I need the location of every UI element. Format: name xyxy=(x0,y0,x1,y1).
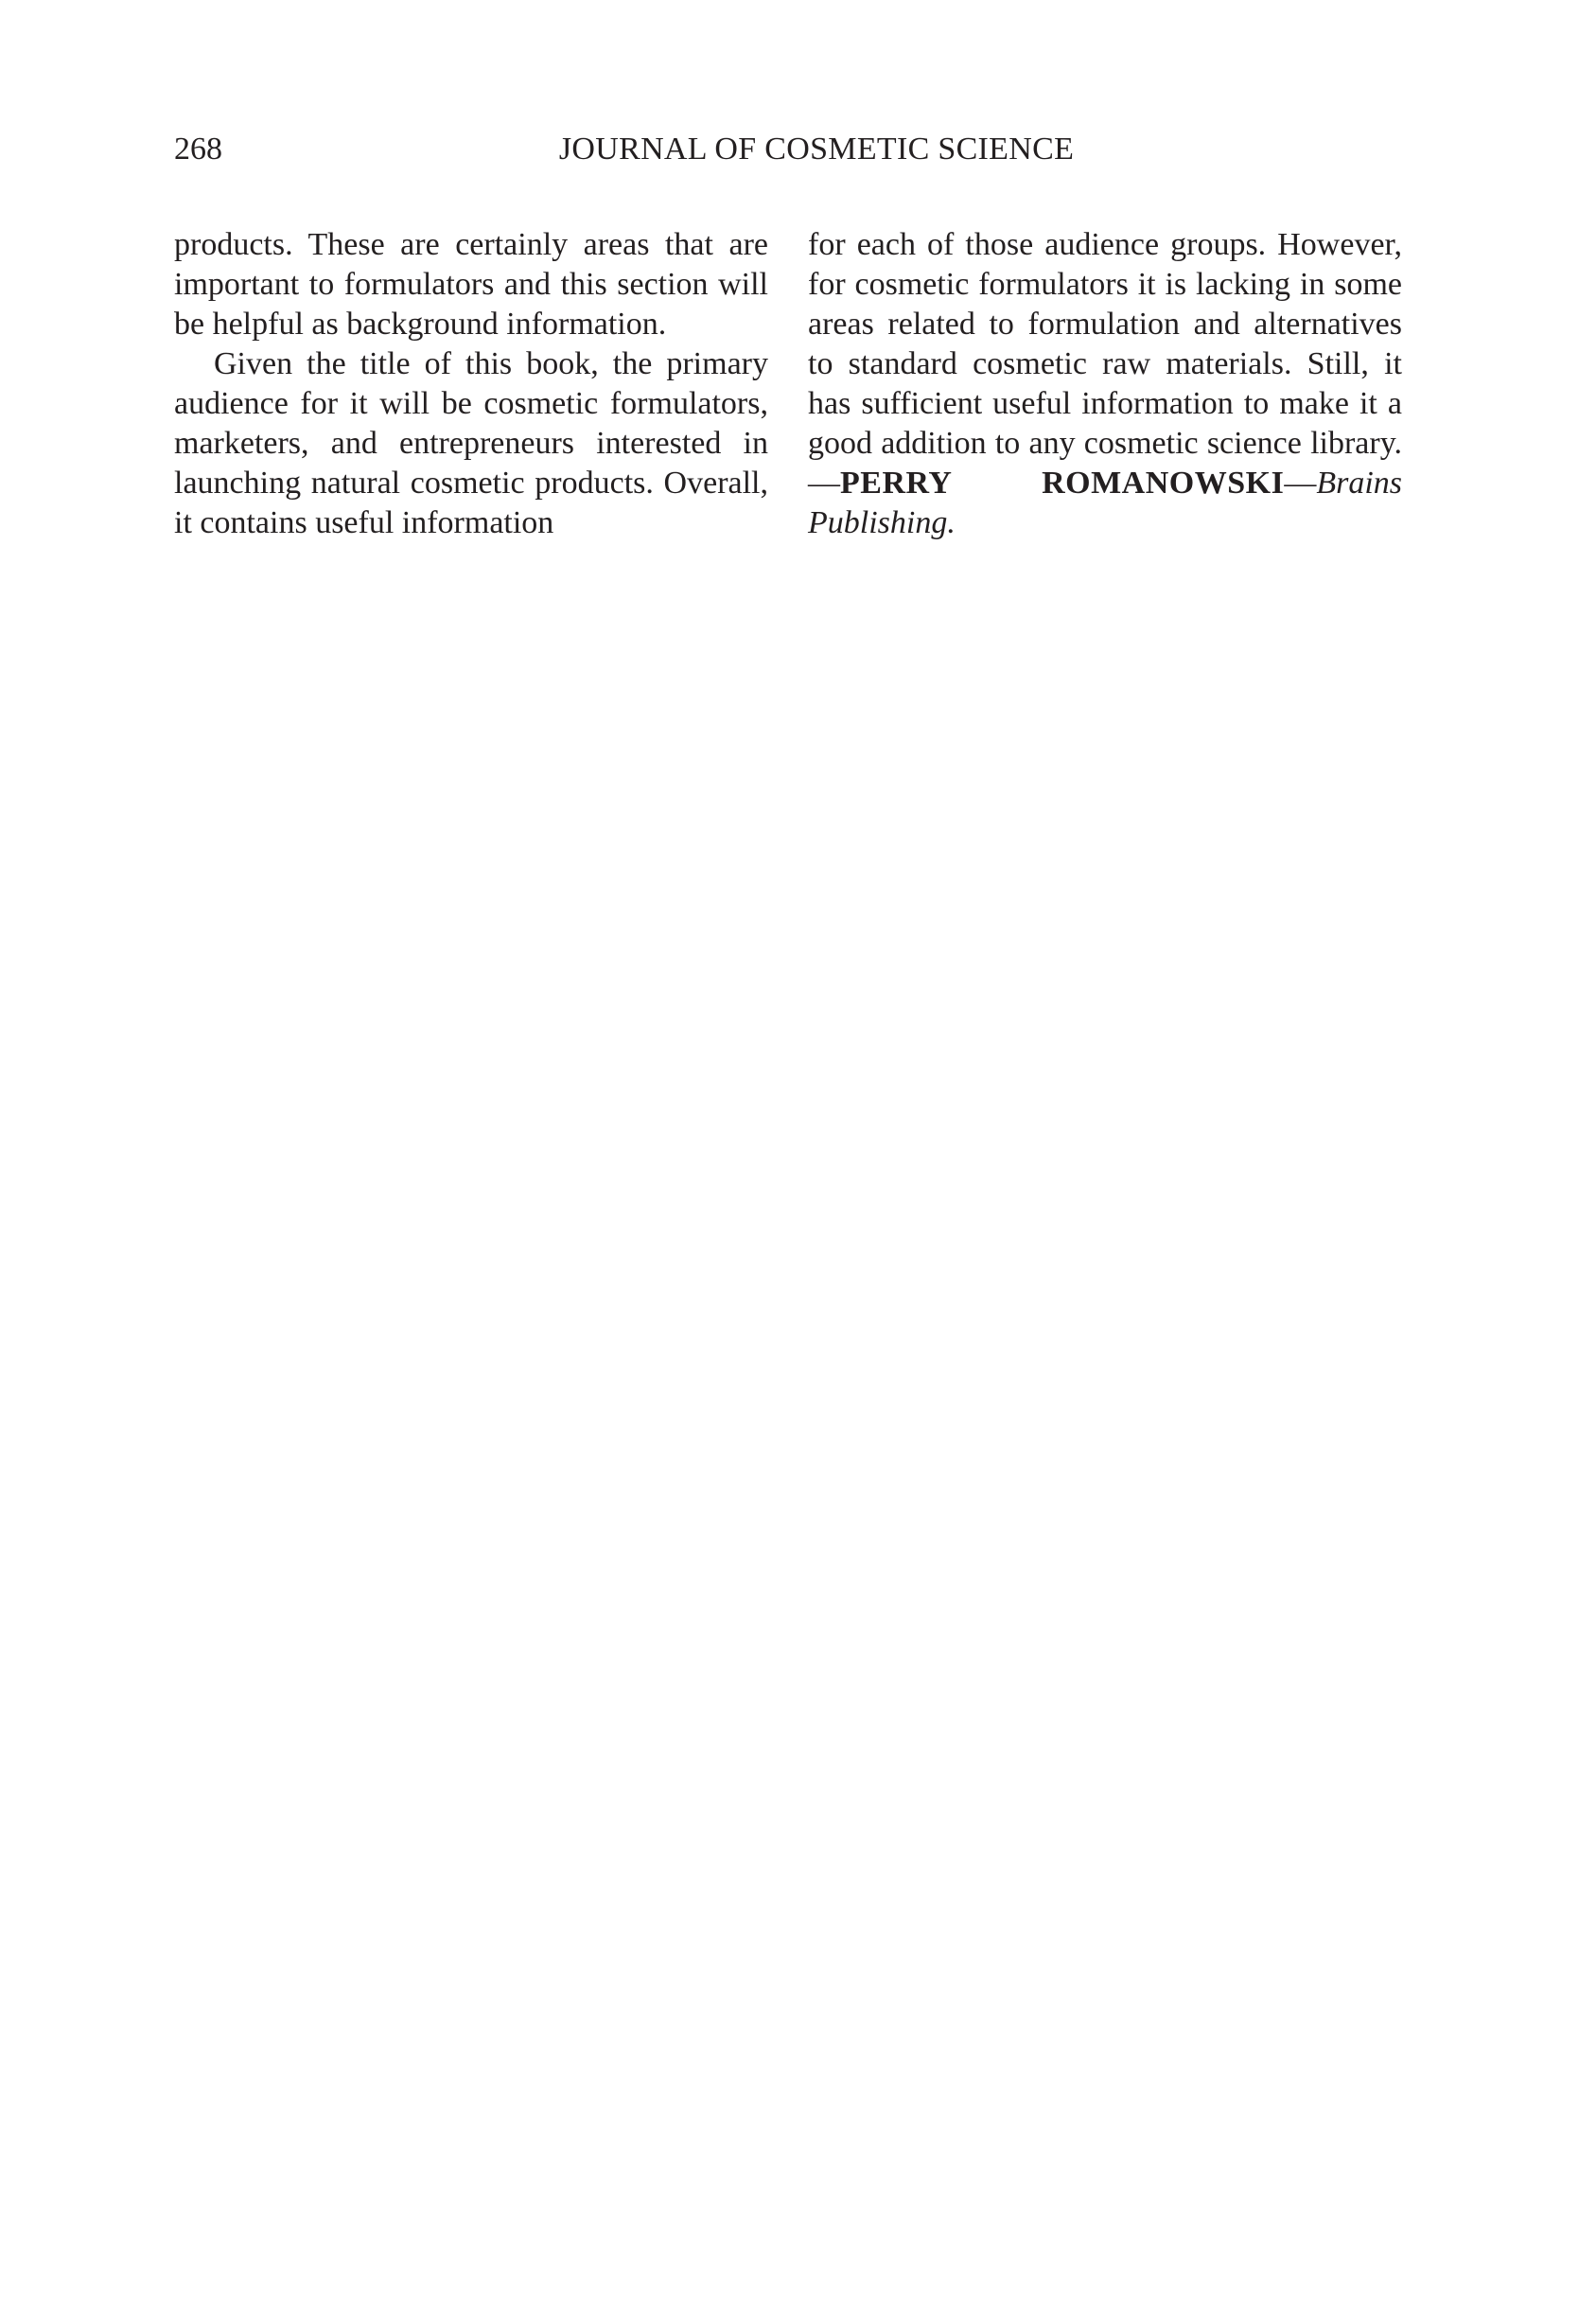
running-head xyxy=(174,121,1402,178)
reviewer-affiliation: Brains Publishing. xyxy=(808,466,1402,540)
right-column xyxy=(808,225,1402,543)
conclusion-text: for each of those audience groups. However, for cosmetic formulators it is lacking in some areas related to formulation and alternatives to standard cosmetic raw materials. Still, it has sufficient useful information to make it a good addition to any cosmetic science library. xyxy=(808,227,1402,461)
reviewer-name: PERRY ROMANOWSKI xyxy=(840,466,1285,501)
paragraph-audience: Given the title of this book, the primary audience for it will be cosmetic formulators, marketers, and entrepreneurs interested in launching natural cosmetic products. Overall, it contains useful information xyxy=(174,346,768,540)
em-dash-2: — xyxy=(1284,466,1317,501)
page-number: 268 xyxy=(174,132,222,167)
journal-title: JOURNAL OF COSMETIC SCIENCE xyxy=(558,132,1075,167)
paragraph-conclusion xyxy=(808,225,1402,543)
paragraph-continuation: products. These are certainly areas that are important to formulators and this section will be helpful as background information. xyxy=(174,227,768,342)
em-dash: — xyxy=(808,466,840,501)
left-column xyxy=(174,225,768,543)
